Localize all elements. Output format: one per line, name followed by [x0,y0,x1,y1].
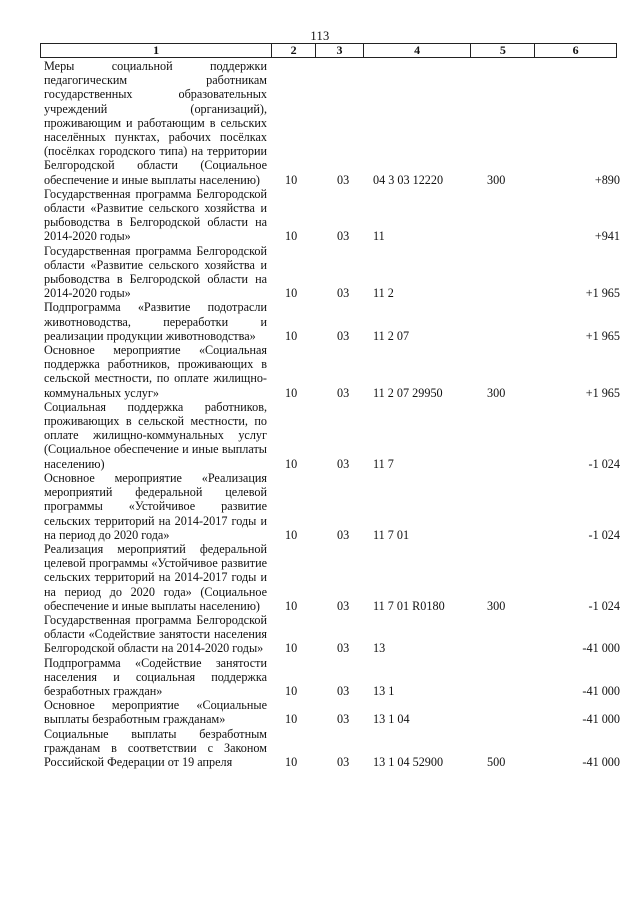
header-col-1: 1 [41,44,272,57]
row-description: Реализация мероприятий федеральной целевой программы «Устойчивое развитие сельских территорий на 2014-2017 годы и на период до 2020 года» (Социальное обеспечение и иные выплаты населению) [44,541,267,613]
header-col-6: 6 [572,43,579,57]
row-subsection: 03 [337,456,350,471]
row-expense-type: 500 [487,754,506,769]
row-amount: +1 965 [585,328,620,343]
header-col-2: 2 [272,44,316,57]
row-target-code: 11 7 01 [373,527,410,542]
row-subsection: 03 [337,598,350,613]
row-target-code: 11 [373,229,385,244]
row-description: Основное мероприятие «Социальная поддержка работников, проживающих в сельской местности, по оплате жилищно-коммунальных услуг» [44,343,267,400]
row-section: 10 [285,328,298,343]
row-target-code: 11 7 01 R0180 [373,598,445,613]
header-col-4: 4 [364,44,472,57]
row-description: Государственная программа Белгородской области «Развитие сельского хозяйства и рыбоводства в Белгородской области на 2014-2020 годы» [44,243,267,301]
table-row [40,656,620,699]
row-subsection: 03 [337,286,350,301]
row-subsection: 03 [337,641,350,656]
row-section: 10 [285,641,298,656]
table-row [40,613,620,656]
row-expense-type: 300 [487,598,506,613]
row-subsection: 03 [337,683,350,698]
row-subsection: 03 [337,229,350,244]
row-amount: -41 000 [582,712,620,727]
row-description: Основное мероприятие «Социальные выплаты безработным гражданам» [44,698,267,727]
row-section: 10 [285,527,298,542]
row-section: 10 [285,683,298,698]
table-row [40,698,620,726]
table-header [40,43,617,58]
row-section: 10 [285,754,298,769]
row-description: Подпрограмма «Развитие подотрасли животноводства, переработки и реализации продукции животноводства» [44,300,267,343]
row-target-code: 11 2 07 29950 [373,385,443,400]
row-section: 10 [285,598,298,613]
row-target-code: 11 2 [373,286,394,301]
row-target-code: 13 1 [373,683,395,698]
row-target-code: 04 3 03 12220 [373,172,444,187]
table-row [40,300,620,343]
row-description: Меры социальной поддержки педагогическим работникам государственных образовательных учреждений (организаций), проживающим и работающим в сельских населённых пунктах, рабочих посёлках (посёлках городского типа) на территории Белгородской области (Социальное обеспечение и иные выплаты населению) [44,59,267,187]
row-subsection: 03 [337,328,350,343]
table-row [40,343,620,400]
row-target-code: 13 1 04 52900 [373,754,444,769]
row-target-code: 11 2 07 [373,328,410,343]
row-amount: -41 000 [582,754,620,769]
row-amount: -1 024 [588,456,620,471]
table-row [40,727,620,770]
row-target-code: 13 [373,641,386,656]
row-section: 10 [285,286,298,301]
row-amount: -1 024 [588,598,620,613]
row-subsection: 03 [337,527,350,542]
row-description: Подпрограмма «Содействие занятости населения и социальная поддержка безработных граждан» [44,655,267,698]
row-section: 10 [285,456,298,471]
row-amount: +941 [594,229,620,244]
row-amount: +1 965 [585,385,620,400]
table-row [40,400,620,471]
table-row [40,244,620,301]
row-section: 10 [285,229,298,244]
page-number: 113 [310,29,330,43]
row-description: Социальная поддержка работников, проживающих в сельской местности, по оплате жилищно-коммунальных услуг (Социальное обеспечение и иные выплаты населению) [44,399,267,471]
row-subsection: 03 [337,712,350,727]
header-col-5: 5 [471,44,535,57]
row-subsection: 03 [337,385,350,400]
row-expense-type: 300 [487,385,506,400]
table-row [40,187,620,244]
row-description: Основное мероприятие «Реализация мероприятий федеральной целевой программы «Устойчивое развитие сельских территорий на 2014-2017 годы и на период до 2020 года» [44,470,267,542]
row-description: Государственная программа Белгородской области «Развитие сельского хозяйства и рыбоводства в Белгородской области на 2014-2020 годы» [44,186,267,244]
row-subsection: 03 [337,754,350,769]
row-amount: +1 965 [585,286,620,301]
row-section: 10 [285,712,298,727]
row-subsection: 03 [337,172,350,187]
row-section: 10 [285,385,298,400]
table-row [40,59,620,187]
header-col-3: 3 [316,44,364,57]
table-body [40,59,620,769]
row-amount: -1 024 [588,527,620,542]
row-expense-type: 300 [487,172,506,187]
row-amount: -41 000 [582,683,620,698]
row-description: Государственная программа Белгородской области «Содействие занятости населения Белгородской области на 2014-2020 годы» [44,612,267,656]
row-target-code: 11 7 [373,456,394,471]
table-row [40,542,620,613]
row-description: Социальные выплаты безработным гражданам в соответствии с Законом Российской Федерации от 19 апреля [44,726,267,769]
row-section: 10 [285,172,298,187]
row-amount: -41 000 [582,641,620,656]
row-amount: +890 [594,172,620,187]
table-row [40,471,620,542]
row-target-code: 13 1 04 [373,712,410,727]
